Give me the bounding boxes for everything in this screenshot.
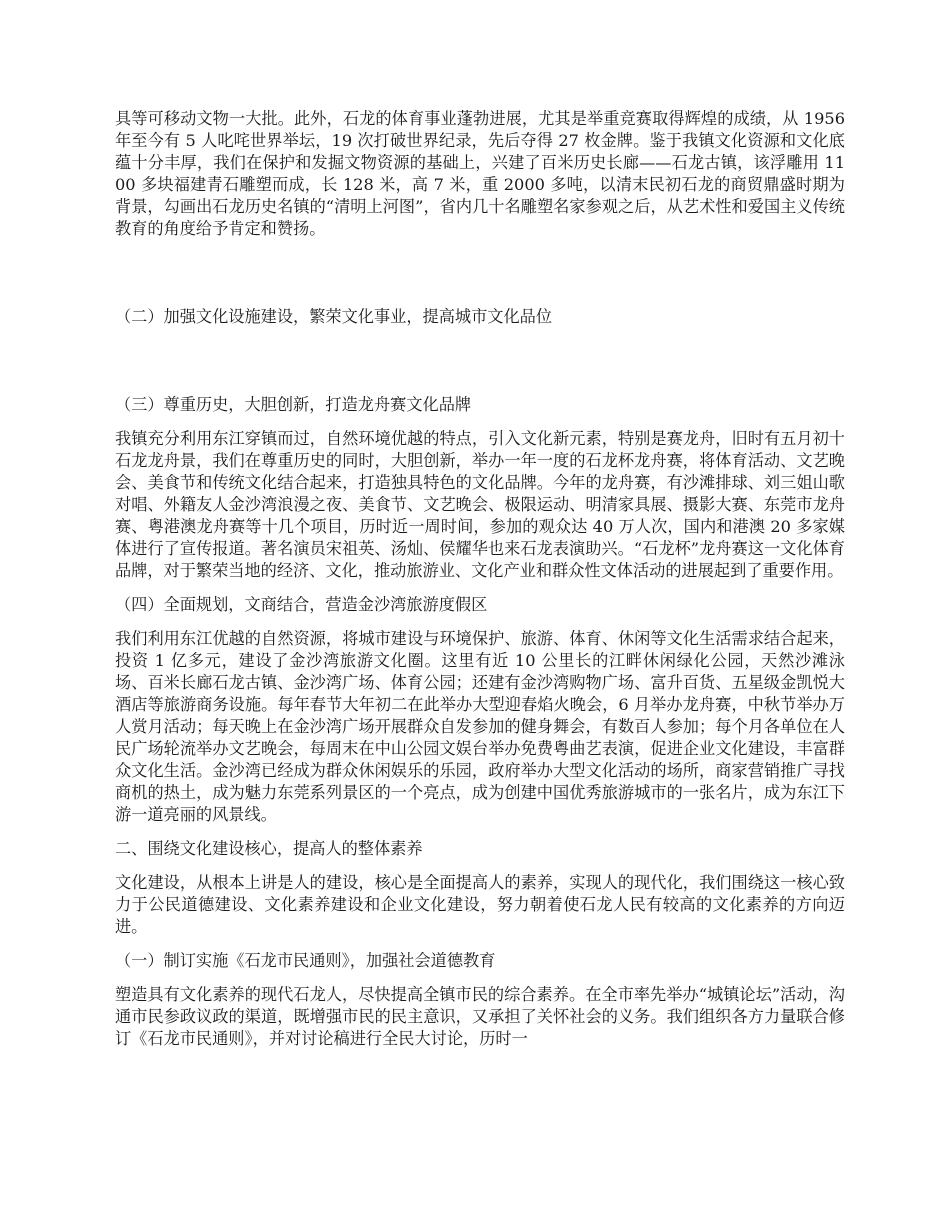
heading-section-two: 二、围绕文化建设核心，提高人的整体素养 bbox=[115, 839, 423, 858]
document-body bbox=[115, 108, 845, 1050]
paragraph-people-building: 文化建设，从根本上讲是人的建设，核心是全面提高人的素养，实现人的现代化，我们围绕这一核心致力于公民道德建设、文化素养建设和企业文化建设，努力朝着使石龙人民有较高的文化素养的方向迈进。 bbox=[115, 873, 845, 936]
paragraph-jinshawan-tourism: 我们利用东江优越的自然资源，将城市建设与环境保护、旅游、体育、休闲等文化生活需求结合起来，投资 1 亿多元，建设了金沙湾旅游文化圈。这里有近 10 公里长的江畔休闲绿化公园，天然沙滩泳场、百米长廊石龙古镇、金沙湾广场、体育公园；还建有金沙湾购物广场、富升百货、五星级金凯悦大酒店等旅游商务设施。每年春节大年初二在此举办大型迎春焰火晚会，6 月举办龙舟赛，中秋节举办万人赏月活动；每天晚上在金沙湾广场开展群众自发参加的健身舞会，有数百人参加；每个月各单位在人民广场轮流举办文艺晚会，每周末在中山公园文娱台举办免费粤曲艺表演，促进企业文化建设，丰富群众文化生活。金沙湾已经成为群众休闲娱乐的乐园，政府举办大型文化活动的场所，商家营销推广寻找商机的热土，成为魅力东莞系列景区的一个亮点，成为创建中国优秀旅游城市的一张名片，成为东江下游一道亮丽的风景线。 bbox=[115, 629, 845, 824]
heading-citizen-code: （一）制订实施《石龙市民通则》，加强社会道德教育 bbox=[115, 951, 496, 970]
heading-jinshawan-resort: （四）全面规划，文商结合，营造金沙湾旅游度假区 bbox=[115, 595, 488, 614]
paragraph-dragon-boat-race: 我镇充分利用东江穿镇而过，自然环境优越的特点，引入文化新元素，特别是赛龙舟，旧时有五月初十石龙龙舟景，我们在尊重历史的同时，大胆创新，举办一年一度的石龙杯龙舟赛，将体育活动、文艺晚会、美食节和传统文化结合起来，打造独具特色的文化品牌。今年的龙舟赛，有沙滩排球、刘三姐山歌对唱、外籍友人金沙湾浪漫之夜、美食节、文艺晚会、极限运动、明清家具展、摄影大赛、东莞市龙舟赛、粤港澳龙舟赛等十几个项目，历时近一周时间，参加的观众达 40 万人次，国内和港澳 20 多家媒体进行了宣传报道。著名演员宋祖英、汤灿、侯耀华也来石龙表演助兴。“石龙杯”龙舟赛这一文化体育品牌，对于繁荣当地的经济、文化，推动旅游业、文化产业和群众性文体活动的进展起到了重要作用。 bbox=[115, 429, 845, 580]
heading-dragon-boat-brand: （三）尊重历史，大胆创新，打造龙舟赛文化品牌 bbox=[115, 395, 472, 414]
paragraph-citizen-forum: 塑造具有文化素养的现代石龙人，尽快提高全镇市民的综合素养。在全市率先举办“城镇论坛”活动，沟通市民参政议政的渠道，既增强市民的民主意识，又承担了关怀社会的义务。我们组织各方力量联合修订《石龙市民通则》，并对讨论稿进行全民大讨论，历时一 bbox=[115, 985, 845, 1048]
paragraph-cultural-relics-sports: 具等可移动文物一大批。此外，石龙的体育事业蓬勃进展，尤其是举重竞赛取得辉煌的成绩，从 1956 年至今有 5 人叱咤世界举坛，19 次打破世界纪录，先后夺得 27 枚金牌。鉴于我镇文化资源和文化底蕴十分丰厚，我们在保护和发掘文物资源的基础上，兴建了百米历史长廊——石龙古镇，该浮雕用 1100 多块福建青石雕塑而成，长 128 米，高 7 米，重 2000 多吨，以清末民初石龙的商贸鼎盛时期为背景，勾画出石龙历史名镇的“清明上河图”，省内几十名雕塑名家参观之后，从艺术性和爱国主义传统教育的角度给予肯定和赞扬。 bbox=[115, 109, 845, 238]
heading-cultural-facilities: （二）加强文化设施建设，繁荣文化事业，提高城市文化品位 bbox=[115, 307, 553, 326]
